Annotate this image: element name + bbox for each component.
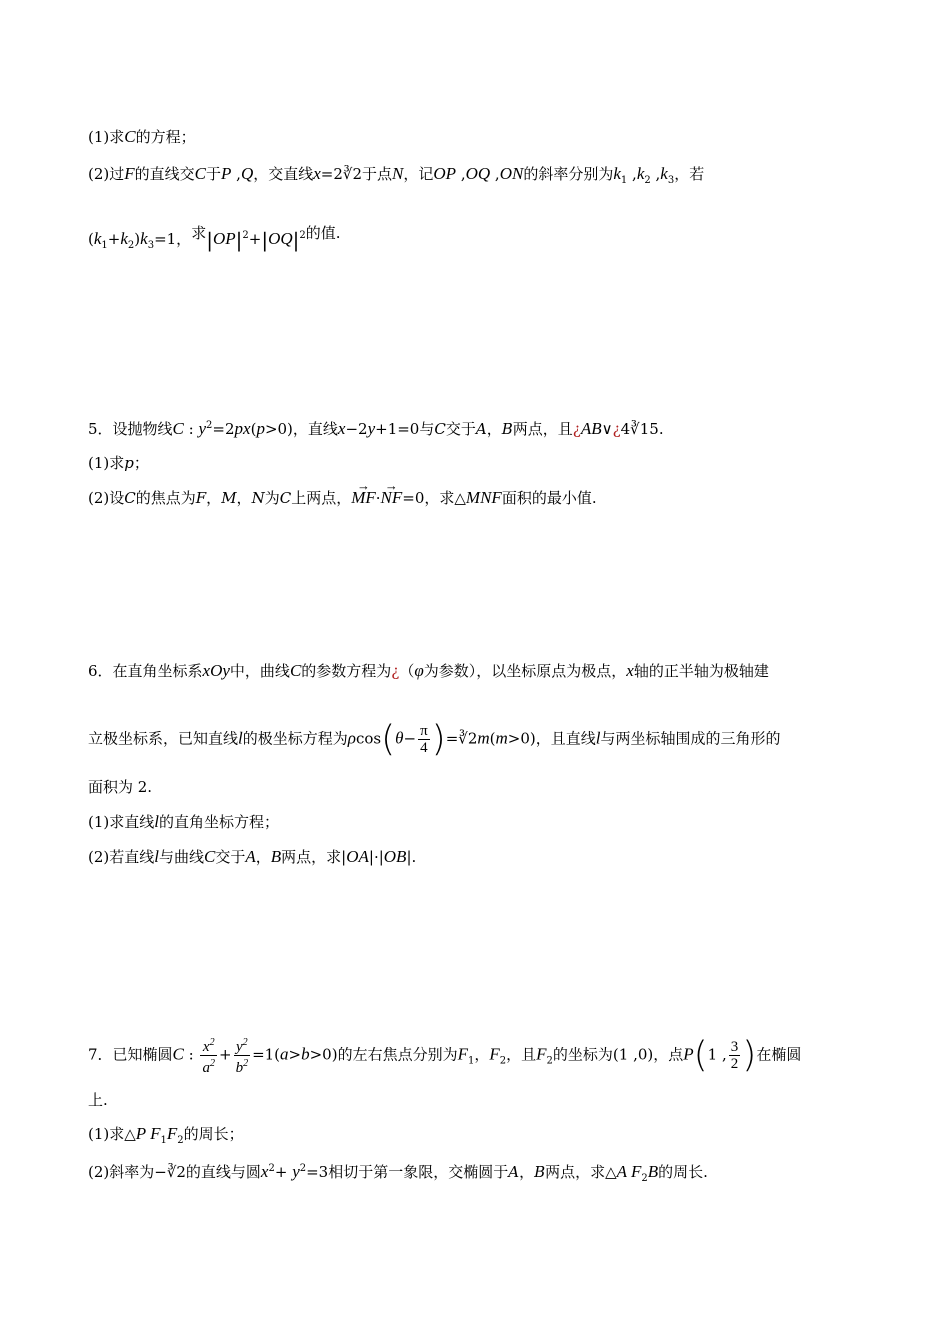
q7-part1: (1)求△P $F_1F_2$的周长； xyxy=(88,1124,244,1146)
q6-stem-line3: 面积为 2. xyxy=(88,778,153,796)
q7-part2: (2)斜率为−∛2的直线与圆$x^2+ y^2=3$相切于第一象限，交椭圆于A，B两点，求△A $F_2B$的周长. xyxy=(88,1162,708,1184)
q6-part1: (1)求直线l的直角坐标方程； xyxy=(88,812,279,831)
q4-part1: (1)求C的方程； xyxy=(88,127,196,146)
q6-stem-line1: 6．在直角坐标系xOy中，曲线C的参数方程为¿（φ为参数），以坐标原点为极点，x轴的正半轴为极轴建 xyxy=(88,661,769,680)
q4-part2-line1: (2)过F的直线交C于P ,Q，交直线x=2∛2于点N，记OP ,OQ ,ON的斜率分别为$k_1$ $,k_2$ $,k_3$，若 xyxy=(88,164,705,186)
q7-stem-line1: 7．已知椭圆C : $\frac{x^2}{a^2}$ + $\frac{y^2}{b^2}$ =1(a>b>0)的左右焦点分别为$F_1$，$F_2$，且$F_2$的坐标为(1 ,0)，点P(1 , $\frac{3}{2}$ )在椭圆 xyxy=(88,1034,802,1076)
q5-part2: (2)设C的焦点为F，M，N为C上两点，→ MF·→ NF=0，求△MNF面积的最小值. xyxy=(88,487,597,509)
q4-part2-line2: $(k_1+k_2)k_3=1$，求$|OP|^2+|OQ|^2$的值. xyxy=(88,224,341,252)
q5-stem: 5．设抛物线C : $y^2=2px(p>0)$，直线x−2y+1=0与C交于A，B两点，且¿AB∨¿4∛15. xyxy=(88,419,664,438)
q6-stem-line2: 立极坐标系，已知直线l的极坐标方程为ρcos(θ− $\frac{\pi}{4}$ )=∛2m(m>0)，且直线l与两坐标轴围成的三角形的 xyxy=(88,718,781,760)
q6-part2: (2)若直线l与曲线C交于A，B两点，求|OA|·|OB|. xyxy=(88,847,417,866)
q5-part1: (1)求p； xyxy=(88,454,149,472)
q7-stem-line2: 上. xyxy=(88,1091,108,1109)
